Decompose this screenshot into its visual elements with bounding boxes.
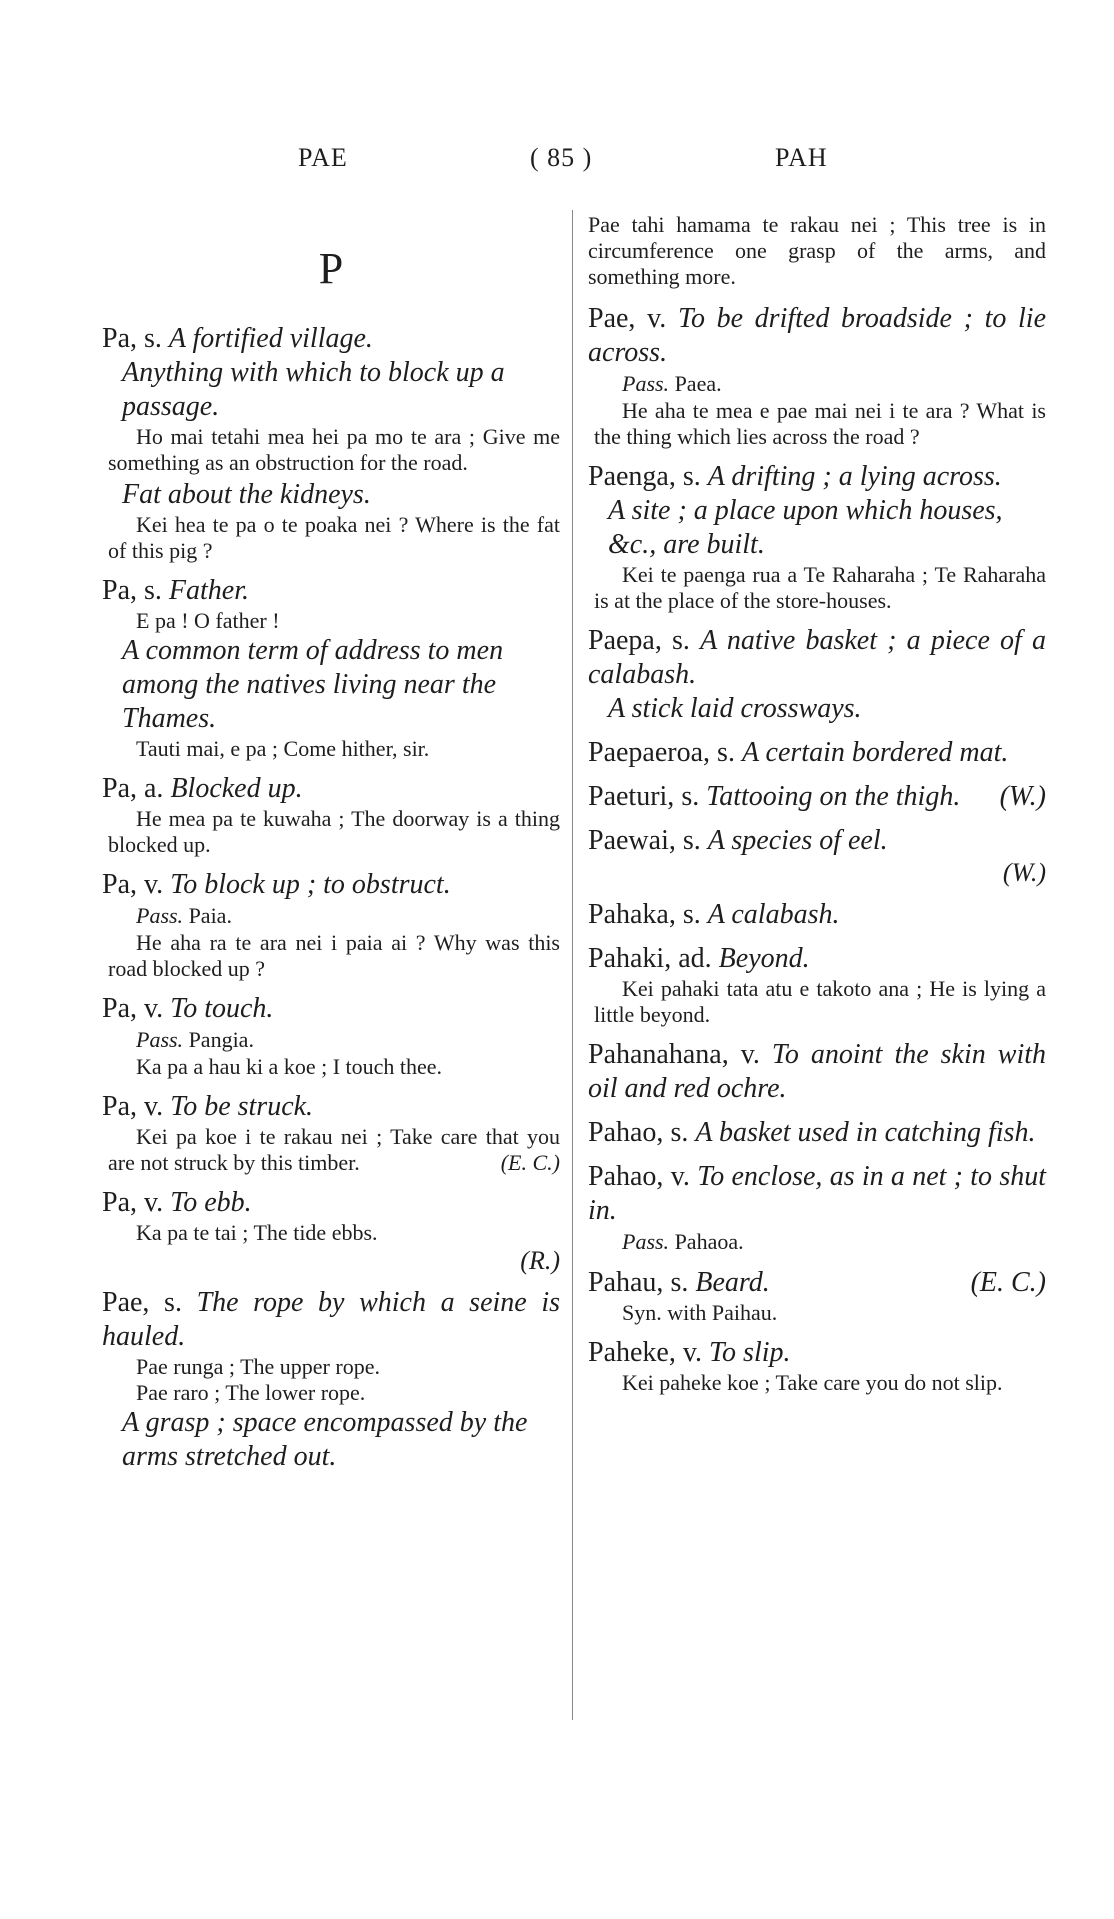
- definition: The rope by which a seine is hauled.: [102, 1287, 560, 1352]
- passive-label: Pass.: [136, 903, 184, 928]
- definition: A species of eel.: [707, 825, 888, 856]
- sense: Fat about the kidneys.: [122, 479, 371, 510]
- dictionary-entry: [102, 992, 560, 1080]
- headword: Pa,: [102, 575, 137, 606]
- example: Ka pa te tai ; The tide ebbs.: [136, 1220, 378, 1245]
- dictionary-entry: [102, 772, 560, 858]
- passive-label: Pass.: [622, 371, 670, 396]
- example: Kei paheke koe ; Take care you do not slip.: [622, 1370, 1003, 1395]
- headword: Pahao,: [588, 1117, 664, 1148]
- part-of-speech: s.: [670, 1267, 689, 1298]
- example: He aha ra te ara nei i paia ai ? Why was this road blocked up ?: [108, 930, 560, 981]
- dictionary-entry: [588, 302, 1046, 450]
- dictionary-entry: [102, 1186, 560, 1276]
- definition: Beyond.: [718, 943, 810, 974]
- continued-example: Pae tahi hamama te rakau nei ; This tree is in circumference one grasp of the arms, and something more.: [588, 212, 1046, 289]
- page-number: ( 85 ): [530, 143, 593, 172]
- part-of-speech: v.: [144, 1091, 164, 1122]
- dictionary-entry: [102, 322, 560, 564]
- headword: Pahaki,: [588, 943, 672, 974]
- part-of-speech: s.: [164, 1287, 182, 1318]
- definition: A drifting ; a lying across.: [707, 461, 1002, 492]
- example: Ka pa a hau ki a koe ; I touch thee.: [136, 1054, 443, 1079]
- definition: A calabash.: [707, 899, 840, 930]
- headword: Pa,: [102, 1187, 137, 1218]
- headword: Pa,: [102, 773, 137, 804]
- definition: Father.: [168, 575, 250, 606]
- headword: Pa,: [102, 993, 137, 1024]
- dictionary-entry: [102, 1286, 560, 1474]
- example: Kei te paenga rua a Te Raharaha ; Te Raharaha is at the place of the store-houses.: [594, 562, 1046, 613]
- part-of-speech: v.: [144, 1187, 164, 1218]
- passive-form: Paea.: [674, 371, 722, 396]
- example: Ho mai tetahi mea hei pa mo te ara ; Give me something as an obstruction for the road.: [108, 424, 560, 475]
- definition: To be struck.: [170, 1091, 314, 1122]
- headword: Pae,: [588, 303, 636, 334]
- headword: Paeturi,: [588, 781, 675, 812]
- dictionary-entry: [102, 1090, 560, 1176]
- right-column: [588, 212, 1046, 1406]
- dictionary-entry: [588, 1038, 1046, 1106]
- example: He mea pa te kuwaha ; The doorway is a thing blocked up.: [108, 806, 560, 857]
- definition: A native basket ; a piece of a calabash.: [588, 625, 1046, 690]
- part-of-speech: s.: [682, 825, 701, 856]
- definition: To anoint the skin with oil and red ochre.: [588, 1039, 1047, 1104]
- dictionary-entry: [588, 824, 1046, 888]
- definition: To be drifted broadside ; to lie across.: [588, 303, 1046, 368]
- example: Kei hea te pa o te poaka nei ? Where is the fat of this pig ?: [108, 512, 560, 563]
- source-attribution: (R.): [520, 1246, 560, 1275]
- part-of-speech: v.: [144, 869, 164, 900]
- definition: Blocked up.: [170, 773, 303, 804]
- sense: A common term of address to men among the natives living near the Thames.: [122, 635, 504, 734]
- passive-label: Pass.: [136, 1027, 184, 1052]
- dictionary-entry: [588, 624, 1046, 726]
- source-attribution: (E. C.): [500, 1150, 560, 1175]
- example: Kei pahaki tata atu e takoto ana ; He is lying a little beyond.: [594, 976, 1046, 1027]
- headword: Pahao,: [588, 1161, 664, 1192]
- dictionary-entry: [102, 574, 560, 762]
- sense: A grasp ; space encompassed by the arms stretched out.: [122, 1407, 528, 1472]
- part-of-speech: s.: [670, 1117, 689, 1148]
- passive-form: Paia.: [188, 903, 232, 928]
- dictionary-entry: [588, 1160, 1046, 1256]
- headword: Paewai,: [588, 825, 676, 856]
- part-of-speech: v.: [144, 993, 164, 1024]
- running-head-right: PAH: [775, 143, 828, 172]
- definition: A fortified village.: [168, 323, 373, 354]
- source-attribution: (E. C.): [970, 1267, 1046, 1298]
- sense: A stick laid crossways.: [608, 693, 862, 724]
- headword: Paepa,: [588, 625, 662, 656]
- source-attribution: (W.): [999, 781, 1046, 812]
- definition: To ebb.: [170, 1187, 252, 1218]
- headword: Pahaka,: [588, 899, 676, 930]
- example: Pae runga ; The upper rope.: [136, 1354, 380, 1379]
- source-attribution: (W.): [1002, 858, 1046, 887]
- part-of-speech: s.: [682, 461, 701, 492]
- part-of-speech: ad.: [678, 943, 712, 974]
- headword: Pa,: [102, 1091, 137, 1122]
- part-of-speech: s.: [144, 323, 162, 354]
- part-of-speech: s.: [682, 899, 701, 930]
- headword: Paepaeroa,: [588, 737, 711, 768]
- example: Tauti mai, e pa ; Come hither, sir.: [136, 736, 430, 761]
- definition: A basket used in catching fish.: [695, 1117, 1036, 1148]
- part-of-speech: s.: [717, 737, 735, 768]
- left-column: [102, 212, 560, 1484]
- headword: Pahau,: [588, 1267, 664, 1298]
- dictionary-entry: [102, 868, 560, 982]
- definition: Tattooing on the thigh.: [706, 781, 961, 812]
- part-of-speech: a.: [144, 773, 164, 804]
- definition: Beard.: [695, 1267, 770, 1298]
- part-of-speech: v.: [647, 303, 667, 334]
- definition: A certain bordered mat.: [741, 737, 1009, 768]
- definition: To enclose, as in a net ; to shut in.: [588, 1161, 1047, 1226]
- headword: Pahanahana,: [588, 1039, 729, 1070]
- example: Pae raro ; The lower rope.: [136, 1380, 366, 1405]
- part-of-speech: v.: [670, 1161, 690, 1192]
- dictionary-entry: [588, 460, 1046, 614]
- headword: Paenga,: [588, 461, 676, 492]
- section-letter: P: [318, 244, 344, 293]
- definition: To block up ; to obstruct.: [170, 869, 451, 900]
- passive-form: Pangia.: [188, 1027, 254, 1052]
- headword: Pae,: [102, 1287, 150, 1318]
- part-of-speech: s.: [672, 625, 690, 656]
- example: He aha te mea e pae mai nei i te ara ? What is the thing which lies across the road ?: [594, 398, 1046, 449]
- column-divider: [572, 210, 573, 1720]
- definition: To touch.: [170, 993, 274, 1024]
- part-of-speech: s.: [144, 575, 162, 606]
- part-of-speech: v.: [682, 1337, 703, 1368]
- example: Syn. with Paihau.: [622, 1300, 778, 1325]
- headword: Paheke,: [588, 1337, 676, 1368]
- dictionary-entry: [588, 736, 1046, 770]
- sense: Anything with which to block up a passage.: [122, 357, 505, 422]
- dictionary-entry: [588, 1266, 1046, 1326]
- running-head-left: PAE: [298, 143, 348, 172]
- dictionary-entry: [588, 1116, 1046, 1150]
- headword: Pa,: [102, 869, 137, 900]
- sense: A site ; a place upon which houses, &c., are built.: [608, 495, 1003, 560]
- dictionary-entry: [588, 780, 1046, 814]
- dictionary-entry: [588, 898, 1046, 932]
- part-of-speech: v.: [740, 1039, 760, 1070]
- dictionary-entry: [588, 942, 1046, 1028]
- passive-form: Pahaoa.: [674, 1229, 744, 1254]
- passive-label: Pass.: [622, 1229, 670, 1254]
- headword: Pa,: [102, 323, 137, 354]
- example: Kei pa koe i te rakau nei ; Take care that you are not struck by this timber.: [108, 1124, 560, 1175]
- example: E pa ! O father !: [136, 608, 280, 633]
- definition: To slip.: [709, 1337, 791, 1368]
- part-of-speech: s.: [681, 781, 700, 812]
- dictionary-entry: [588, 1336, 1046, 1396]
